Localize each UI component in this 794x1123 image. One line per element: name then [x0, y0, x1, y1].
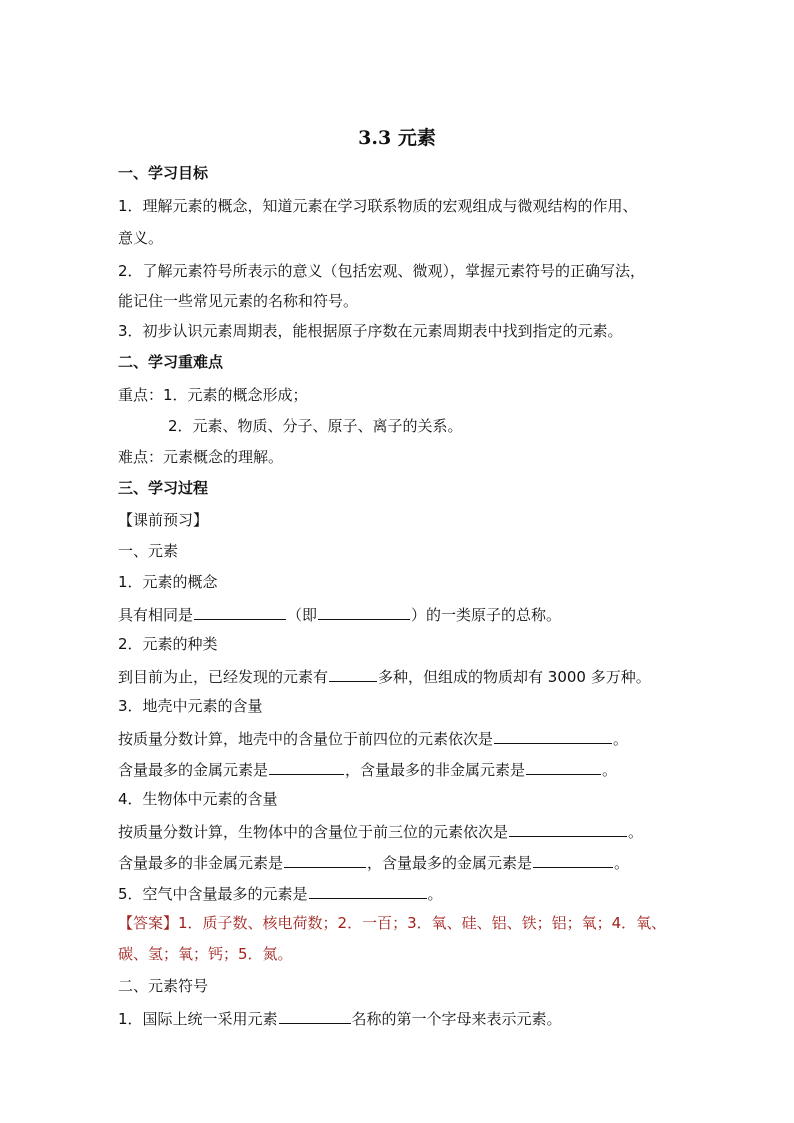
fill-in-kinds: 到目前为止，已经发现的元素有 多种，但组成的物质却有 3000 多万种。 — [118, 665, 651, 687]
answer-blank[interactable] — [284, 851, 366, 868]
key-point-2: 2．元素、物质、分子、原子、离子的关系。 — [168, 417, 463, 435]
fill-in-symbol: 1．国际上统一采用元素 名称的第一个字母来表示元素。 — [118, 1007, 562, 1029]
section-heading-keypoints: 二、学习重难点 — [118, 353, 224, 371]
answer-blank[interactable] — [329, 665, 377, 682]
section-heading-goals: 一、学习目标 — [118, 164, 209, 182]
difficult-point: 难点：元素概念的理解。 — [118, 448, 284, 466]
answer-blank[interactable] — [279, 1007, 351, 1024]
goal-2-line-1: 2．了解元素符号所表示的意义（包括宏观、微观），掌握元素符号的正确写法， — [118, 262, 646, 280]
goal-2-line-2: 能记住一些常见元素的名称和符号。 — [118, 292, 359, 310]
answer-blank[interactable] — [533, 851, 613, 868]
fill-in-crust: 按质量分数计算，地壳中的含量位于前四位的元素依次是 。 — [118, 727, 628, 749]
answer-blank[interactable] — [526, 758, 601, 775]
answer-blank[interactable] — [509, 820, 627, 837]
preview-heading: 【课前预习】 — [118, 511, 209, 529]
goal-3: 3．初步认识元素周期表，能根据原子序数在元素周期表中找到指定的元素。 — [118, 322, 623, 340]
answer-blank[interactable] — [309, 882, 427, 899]
goal-1-line-1: 1．理解元素的概念，知道元素在学习联系物质的宏观组成与微观结构的作用、 — [118, 197, 638, 215]
page-title: 3.3 元素 — [358, 127, 436, 149]
subsection-symbol: 二、元素符号 — [118, 977, 209, 995]
fill-in-air: 5．空气中含量最多的元素是 。 — [118, 882, 443, 904]
item-crust: 3．地壳中元素的含量 — [118, 697, 263, 715]
answer-line-2: 碳、氢；氧；钙；5．氮。 — [118, 945, 293, 963]
item-organism: 4．生物体中元素的含量 — [118, 790, 278, 808]
item-concept: 1．元素的概念 — [118, 573, 218, 591]
answer-blank[interactable] — [494, 727, 612, 744]
goal-1-line-2: 意义。 — [118, 229, 164, 247]
fill-in-concept: 具有相同是 （即 ）的一类原子的总称。 — [118, 603, 561, 625]
section-heading-process: 三、学习过程 — [118, 479, 209, 497]
fill-in-organism: 按质量分数计算，生物体中的含量位于前三位的元素依次是 。 — [118, 820, 643, 842]
fill-in-organism-most: 含量最多的非金属元素是 ，含量最多的金属元素是 。 — [118, 851, 629, 873]
answer-blank[interactable] — [269, 758, 344, 775]
answer-blank[interactable] — [318, 603, 410, 620]
item-kinds: 2．元素的种类 — [118, 635, 218, 653]
answer-line-1: 【答案】1．质子数、核电荷数；2．一百；3．氧、硅、铝、铁；铝；氧；4．氧、 — [118, 914, 667, 932]
key-point-1: 重点：1．元素的概念形成； — [118, 386, 308, 404]
answer-blank[interactable] — [194, 603, 286, 620]
subsection-element: 一、元素 — [118, 542, 179, 560]
fill-in-crust-most: 含量最多的金属元素是 ，含量最多的非金属元素是 。 — [118, 758, 617, 780]
